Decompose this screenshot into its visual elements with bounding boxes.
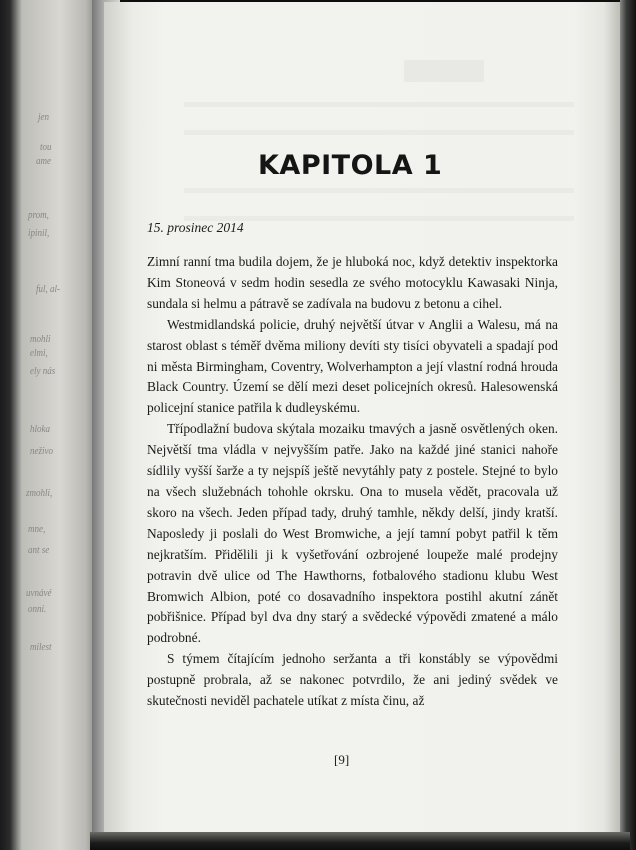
left-page-fragment: ful, al-	[36, 284, 61, 295]
bleed-through-line	[184, 188, 574, 193]
left-page-fragment: milest	[30, 642, 52, 653]
page-number: [9]	[334, 752, 350, 767]
left-page-fragment: onni.	[28, 604, 47, 615]
left-page-fragment: ely nás	[30, 366, 56, 377]
left-page-fragment: neživo	[30, 446, 53, 457]
bleed-through-line	[184, 102, 574, 107]
bleed-through-heading	[404, 60, 484, 82]
left-page-fragment: elmi,	[30, 348, 48, 359]
left-page-fragment: uvnávé	[26, 588, 52, 599]
left-page-fragment: hloka	[30, 424, 50, 435]
chapter-date: 15. prosinec 2014	[147, 220, 244, 235]
chapter-title: KAPITOLA 1	[258, 150, 443, 181]
left-page-fragment: ame	[36, 156, 52, 167]
left-page-fragment: prom,	[28, 210, 49, 221]
left-page-fragment: jen	[38, 112, 49, 123]
body-text	[147, 252, 558, 712]
right-book-edge	[620, 0, 636, 850]
paragraph: Třípodlažní budova skýtala mozaiku tmavých a jasně osvětlených oken. Největší tma vládla v nejvyšším patře. Jako na každé jiné stanici nahoře sídlily vyšší šarže a ty nejspíš ještě nevytáhly paty z postele. Stejné to bylo na všech služebnách tohohle okrsku. Ona to musela vědět, pracovala už skoro na všech. Jeden případ tady, druhý tamhle, někdy delší, jindy kratší. Naposledy ji poslali do West Bromwiche, a její tamní pobyt patřil k těm nejkratším. Přidělili ji k vyšetřování ozbrojené loupeže malé prodejny potravin dvě ulice od The Hawthorns, fotbalového stadionu klubu West Bromwich Albion, poté co dosavadního inspektora postihl akutní zánět pobřišnice. Případ byl dva dny starý a svědecké výpovědi zmatené a málo podrobné.	[147, 421, 558, 646]
paragraph: S týmem čítajícím jednoho seržanta a tři konstábly se výpovědmi postupně probrala, až se nakonec potvrdilo, že ani jediný svědek ve skutečnosti neviděl pachatele utíkat z místa činu, až	[147, 651, 558, 709]
left-page-fragment: mne,	[28, 524, 46, 535]
left-page-fragment: tou	[40, 142, 52, 153]
paragraph: Westmidlandská policie, druhý největší útvar v Anglii a Walesu, má na starost oblast s téměř dvěma miliony devíti sty tisíci obyvateli a spadají pod ni města Birmingham, Coventry, Wolverhampton a její vlastní rodná hrouda Black Country. Území se dělí mezi deset policejních okresů. Halesowenská policejní stanice patřila k dudleyskému.	[147, 316, 558, 416]
paragraph: Zimní ranní tma budila dojem, že je hluboká noc, když detektiv inspektorka Kim Stoneová v sedm hodin sesedla ze svého motocyklu Kawasaki Ninja, sundala si helmu a pátravě se zadívala na budovu z betonu a cihel.	[147, 254, 558, 311]
left-page-fragment: zmohli,	[26, 488, 53, 499]
bleed-through-line	[184, 130, 574, 135]
bottom-book-edge	[90, 832, 630, 850]
left-page	[0, 0, 96, 850]
left-page-fragment: mohli	[30, 334, 51, 345]
left-page-fragment: ipinil,	[28, 228, 50, 239]
left-page-fragment: ant se	[28, 545, 50, 556]
